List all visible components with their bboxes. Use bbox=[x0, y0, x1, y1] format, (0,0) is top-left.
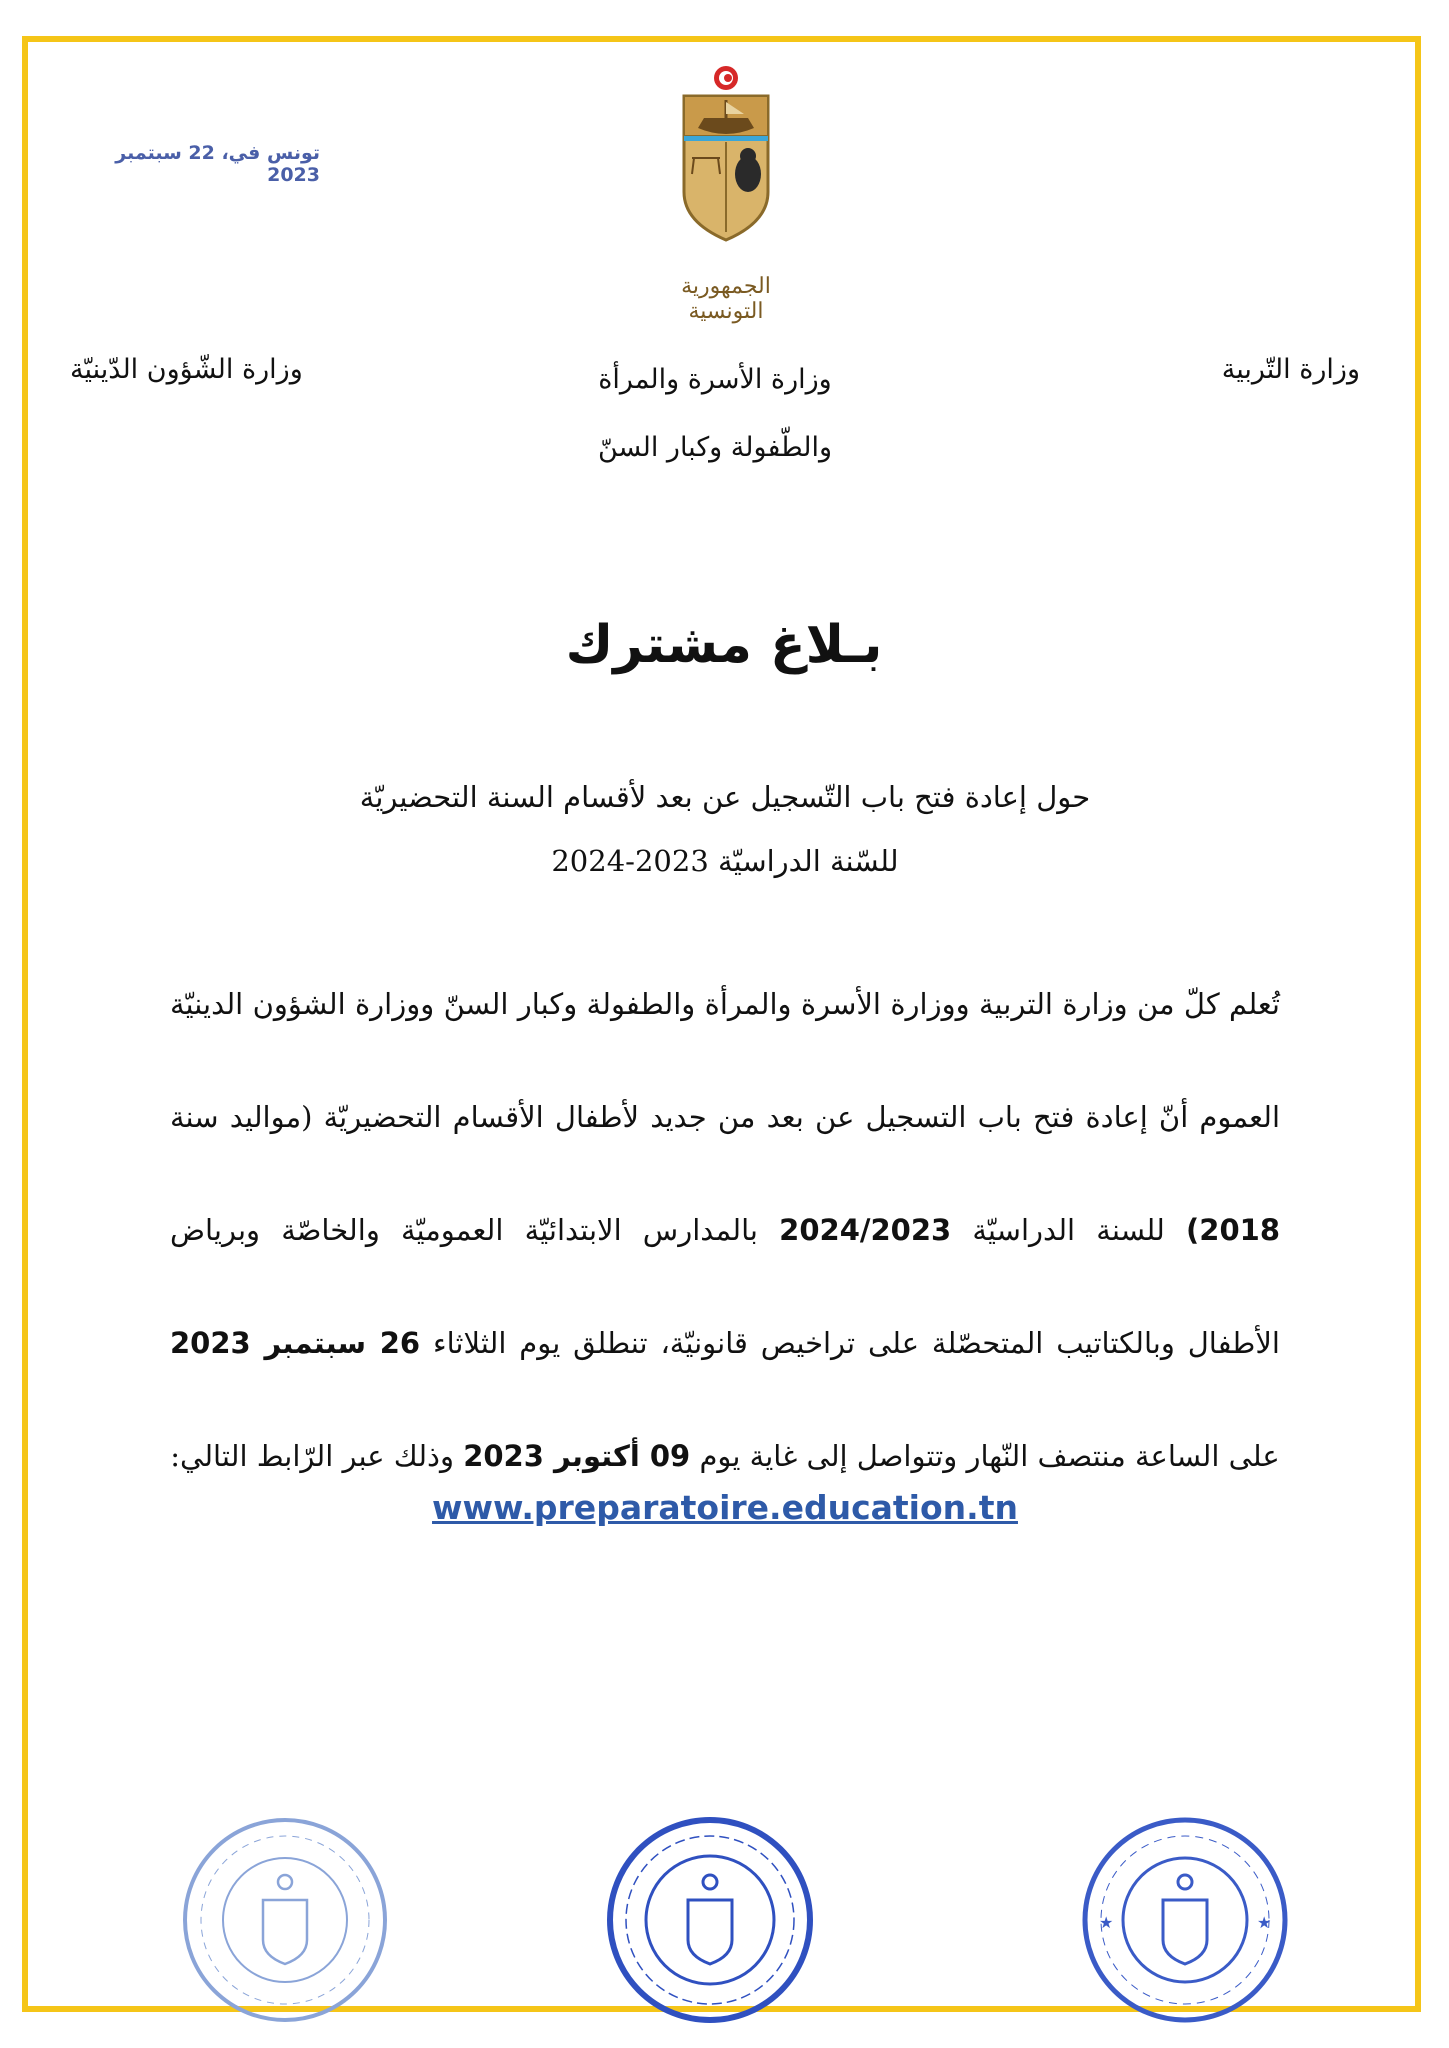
family-ministry-stamp-icon bbox=[600, 1810, 820, 2030]
subject-line1: حول إعادة فتح باب التّسجيل عن بعد لأقسام السنة التحضيريّة bbox=[359, 780, 1091, 814]
registration-link[interactable]: www.preparatoire.education.tn bbox=[432, 1488, 1018, 1527]
svg-text:★: ★ bbox=[1257, 1913, 1272, 1932]
end-date: 09 أكتوبر 2023 bbox=[463, 1439, 691, 1473]
ministry-religious-affairs bbox=[70, 336, 340, 404]
body-part5: وذلك عبر الرّابط التالي: bbox=[170, 1439, 454, 1473]
document-title: بـلاغ مشترك bbox=[565, 615, 883, 675]
ministry-family-line2: والطّفولة وكبار السنّ bbox=[597, 432, 833, 463]
religious-ministry-stamp-icon bbox=[175, 1810, 395, 2030]
school-year: 2024/2023 bbox=[779, 1213, 952, 1247]
document-subject bbox=[260, 765, 1190, 893]
announcement-body bbox=[170, 948, 1280, 1513]
ministry-education-label: وزارة التّربية bbox=[1221, 354, 1360, 385]
subject-line2: للسّنة الدراسيّة 2023-2024 bbox=[551, 844, 899, 878]
body-part2: للسنة الدراسيّة bbox=[972, 1213, 1165, 1247]
ministry-religious-label: وزارة الشّؤون الدّينيّة bbox=[70, 354, 303, 385]
emblem-caption: الجمهورية التونسية bbox=[681, 274, 771, 324]
body-part3: بالمدارس الابتدائيّة العموميّة والخاصّة وبرياض الأطفال وبالكتاتيب المتحصّلة على تراخيص قانونيّة، تنطلق يوم الثلاثاء bbox=[170, 1213, 1280, 1360]
ministry-family bbox=[555, 346, 875, 482]
document-date: تونس في، 22 سبتمبر 2023 bbox=[115, 142, 320, 186]
tunisia-coat-of-arms-icon bbox=[662, 62, 790, 324]
ministry-family-line1: وزارة الأسرة والمرأة bbox=[598, 364, 832, 395]
birth-year: 2018) bbox=[1186, 1213, 1281, 1247]
ministry-education bbox=[1180, 336, 1360, 404]
body-part4: على الساعة منتصف النّهار وتتواصل إلى غاية يوم bbox=[699, 1439, 1280, 1473]
body-part1: تُعلم كلّ من وزارة التربية ووزارة الأسرة والمرأة والطفولة وكبار السنّ ووزارة الشؤون الدينيّة العموم أنّ إعادة فتح باب التسجيل عن بعد من جديد لأطفال الأقسام التحضيريّة (مواليد سنة bbox=[170, 987, 1280, 1134]
start-date: 26 سبتمبر 2023 bbox=[170, 1326, 421, 1360]
education-ministry-stamp-icon bbox=[1075, 1810, 1295, 2030]
svg-text:★: ★ bbox=[1099, 1913, 1114, 1932]
